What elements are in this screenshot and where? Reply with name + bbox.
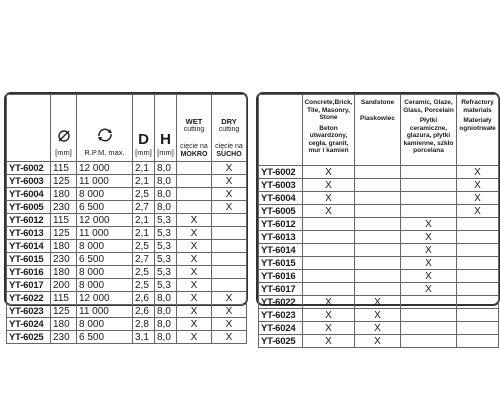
cell-refractory: X [457,205,499,218]
table-row [259,205,499,218]
cell-code: YT-6012 [259,218,303,231]
d-unit: [mm] [135,148,152,157]
header-h [155,95,177,162]
cell-concrete: X [303,166,355,179]
cell-code: YT-6022 [259,296,303,309]
table-row [259,257,499,270]
cell-concrete [303,283,355,296]
cell-wet: X [177,279,212,292]
cell-d: 2,1 [133,162,155,175]
cell-diameter: 180 [51,318,77,331]
table-row [259,322,499,335]
dry-pl-2: SUCHO [216,151,242,158]
cell-code: YT-6003 [7,175,51,188]
cell-diameter: 230 [51,201,77,214]
cell-diameter: 125 [51,305,77,318]
cell-h: 8,0 [155,175,177,188]
cell-code: YT-6014 [259,244,303,257]
cell-code: YT-6023 [7,305,51,318]
table-row [7,318,247,331]
table-row [7,305,247,318]
h-symbol: H [160,131,171,148]
cell-diameter: 125 [51,175,77,188]
cell-concrete [303,218,355,231]
header-code-blank [7,95,51,162]
cell-concrete: X [303,335,355,348]
cell-code: YT-6005 [259,205,303,218]
cell-code: YT-6004 [7,188,51,201]
cell-wet: X [177,331,212,344]
cell-h: 5,3 [155,279,177,292]
cell-concrete: X [303,205,355,218]
table-row [259,166,499,179]
cell-rpm: 6 500 [77,253,133,266]
cell-concrete [303,257,355,270]
table-row [259,244,499,257]
cell-rpm: 12 000 [77,292,133,305]
cell-rpm: 6 500 [77,201,133,214]
sandstone-en: Sandstone [360,99,395,106]
cell-refractory [457,309,499,322]
cell-wet [177,188,212,201]
cell-ceramic: X [401,257,457,270]
header-rpm [77,95,133,162]
cell-diameter: 180 [51,240,77,253]
cell-d: 2,1 [133,175,155,188]
cell-concrete: X [303,309,355,322]
cell-diameter: 115 [51,292,77,305]
header-wet [177,95,212,162]
cell-ceramic [401,205,457,218]
cell-dry: X [212,188,247,201]
cell-dry: X [212,175,247,188]
cell-diameter: 230 [51,253,77,266]
cell-concrete [303,231,355,244]
cell-ceramic [401,192,457,205]
cell-d: 2,8 [133,318,155,331]
cell-sandstone [355,231,401,244]
material-table-grid [258,94,499,348]
cell-wet: X [177,266,212,279]
cell-rpm: 12 000 [77,214,133,227]
diameter-icon [51,129,76,148]
cell-dry [212,279,247,292]
table-row [259,296,499,309]
concrete-pl: Beton utwardzony, cegła, granit, mur i kamień [308,124,349,154]
cell-wet: X [177,292,212,305]
wet-pl-2: MOKRO [180,151,208,158]
cell-h: 8,0 [155,331,177,344]
cell-ceramic [401,166,457,179]
cell-sandstone: X [355,309,401,322]
wet-sub: cutting [183,126,205,133]
cell-sandstone [355,244,401,257]
cell-diameter: 180 [51,188,77,201]
table-row [7,279,247,292]
cell-sandstone [355,257,401,270]
cell-h: 8,0 [155,162,177,175]
cell-sandstone [355,192,401,205]
dry-title: DRY [221,117,237,126]
cell-dry: X [212,162,247,175]
cell-ceramic [401,296,457,309]
cell-concrete: X [303,192,355,205]
cell-code: YT-6013 [259,231,303,244]
cell-sandstone: X [355,296,401,309]
spec-table [4,92,248,343]
cell-concrete: X [303,322,355,335]
cell-rpm: 11 000 [77,227,133,240]
wet-title: WET [185,117,203,126]
cell-concrete [303,270,355,283]
cell-code: YT-6013 [7,227,51,240]
cell-sandstone [355,179,401,192]
table-row [7,214,247,227]
diameter-unit: [mm] [55,148,72,157]
table-row [259,309,499,322]
cell-sandstone [355,270,401,283]
cell-dry [212,253,247,266]
table-row [7,162,247,175]
cell-concrete [303,244,355,257]
cell-d: 2,5 [133,240,155,253]
table-row [7,188,247,201]
cell-diameter: 115 [51,214,77,227]
cell-wet [177,162,212,175]
cell-ceramic: X [401,270,457,283]
table-row [7,292,247,305]
table-row [259,218,499,231]
rpm-label: R.P.M. max. [84,148,125,157]
cell-d: 2,1 [133,214,155,227]
cell-dry [212,240,247,253]
header-dry [212,95,247,162]
wet-pl-1: cięcie na [180,143,208,150]
h-unit: [mm] [157,148,174,157]
table-row [7,240,247,253]
cell-code: YT-6023 [259,309,303,322]
cell-ceramic [401,179,457,192]
cell-wet: X [177,227,212,240]
cell-d: 3,1 [133,331,155,344]
cell-ceramic: X [401,244,457,257]
cell-diameter: 125 [51,227,77,240]
refractory-en: Refractory materials [461,99,494,114]
cell-dry: X [212,331,247,344]
cell-diameter: 200 [51,279,77,292]
cell-wet [177,201,212,214]
cell-rpm: 11 000 [77,175,133,188]
cell-code: YT-6004 [259,192,303,205]
cell-refractory [457,335,499,348]
cell-sandstone [355,218,401,231]
cell-code: YT-6022 [7,292,51,305]
cell-h: 5,3 [155,214,177,227]
table-row [259,179,499,192]
refractory-pl: Materiały ogniotrwałe [459,117,496,132]
cell-rpm: 6 500 [77,331,133,344]
cell-refractory [457,244,499,257]
cell-code: YT-6015 [259,257,303,270]
cell-h: 5,3 [155,240,177,253]
cell-wet: X [177,240,212,253]
cell-h: 8,0 [155,292,177,305]
cell-ceramic: X [401,283,457,296]
table-row [7,201,247,214]
table-row [7,175,247,188]
material-table [256,92,500,347]
ceramic-en: Ceramic, Glaze, Glass, Porcelain [403,99,454,114]
cell-code: YT-6024 [259,322,303,335]
cell-code: YT-6025 [259,335,303,348]
cell-sandstone [355,283,401,296]
cell-code: YT-6014 [7,240,51,253]
cell-wet: X [177,318,212,331]
header-d [133,95,155,162]
table-row [259,335,499,348]
cell-refractory [457,270,499,283]
cell-code: YT-6015 [7,253,51,266]
cell-h: 8,0 [155,201,177,214]
dry-pl-1: cięcie na [215,143,243,150]
cell-wet: X [177,253,212,266]
cell-rpm: 11 000 [77,305,133,318]
spec-table-header [7,95,247,162]
cell-dry [212,214,247,227]
cell-rpm: 8 000 [77,188,133,201]
cell-dry: X [212,305,247,318]
cell-ceramic [401,322,457,335]
cell-dry [212,227,247,240]
cell-d: 2,6 [133,305,155,318]
spec-table-body [7,162,247,344]
cell-dry: X [212,201,247,214]
cell-code: YT-6012 [7,214,51,227]
cell-refractory [457,218,499,231]
cell-sandstone: X [355,335,401,348]
spec-table-grid [6,94,247,344]
cell-sandstone [355,205,401,218]
header-code-blank [259,95,303,166]
table-row [7,266,247,279]
cell-ceramic: X [401,231,457,244]
cell-code: YT-6024 [7,318,51,331]
cell-sandstone: X [355,322,401,335]
cell-refractory [457,296,499,309]
cell-ceramic [401,309,457,322]
table-row [259,283,499,296]
cell-diameter: 180 [51,266,77,279]
rotation-icon [77,127,132,148]
cell-h: 5,3 [155,253,177,266]
table-row [7,253,247,266]
cell-wet [177,175,212,188]
cell-d: 2,6 [133,292,155,305]
header-diameter [51,95,77,162]
cell-concrete: X [303,296,355,309]
header-ceramic [401,95,457,166]
cell-h: 5,3 [155,227,177,240]
cell-diameter: 230 [51,331,77,344]
cell-sandstone [355,166,401,179]
dry-sub: cutting [218,126,240,133]
cell-d: 2,1 [133,227,155,240]
header-sandstone [355,95,401,166]
cell-d: 2,5 [133,188,155,201]
cell-code: YT-6002 [259,166,303,179]
cell-d: 2,7 [133,253,155,266]
cell-h: 8,0 [155,188,177,201]
cell-h: 8,0 [155,305,177,318]
ceramic-pl: Płytki ceramiczne, glazura, płytki kamienne, szkło porcelana [403,117,454,154]
cell-rpm: 8 000 [77,240,133,253]
cell-rpm: 8 000 [77,318,133,331]
cell-ceramic [401,335,457,348]
cell-ceramic: X [401,218,457,231]
cell-code: YT-6017 [259,283,303,296]
cell-dry [212,266,247,279]
cell-refractory: X [457,166,499,179]
cell-code: YT-6016 [7,266,51,279]
cell-concrete: X [303,179,355,192]
cell-code: YT-6016 [259,270,303,283]
cell-refractory [457,231,499,244]
table-row [259,192,499,205]
sandstone-pl: Piaskowiec [359,114,396,122]
cell-refractory: X [457,192,499,205]
cell-refractory: X [457,179,499,192]
cell-rpm: 8 000 [77,266,133,279]
cell-wet: X [177,305,212,318]
header-concrete [303,95,355,166]
concrete-en: Concrete,Brick, Tile, Masonry, Stone [304,99,353,121]
table-row [259,231,499,244]
cell-dry: X [212,292,247,305]
table-row [259,270,499,283]
material-table-body [259,166,499,348]
cell-code: YT-6017 [7,279,51,292]
material-table-header [259,95,499,166]
cell-rpm: 8 000 [77,279,133,292]
cell-refractory [457,322,499,335]
cell-refractory [457,257,499,270]
cell-d: 2,5 [133,279,155,292]
cell-rpm: 12 000 [77,162,133,175]
cell-code: YT-6005 [7,201,51,214]
d-symbol: D [138,131,149,148]
cell-dry: X [212,318,247,331]
cell-d: 2,7 [133,201,155,214]
cell-code: YT-6025 [7,331,51,344]
cell-refractory [457,283,499,296]
cell-wet: X [177,214,212,227]
cell-d: 2,5 [133,266,155,279]
cell-code: YT-6003 [259,179,303,192]
cell-h: 5,3 [155,266,177,279]
table-row [7,227,247,240]
cell-code: YT-6002 [7,162,51,175]
table-row [7,331,247,344]
header-refractory [457,95,499,166]
cell-h: 8,0 [155,318,177,331]
cell-diameter: 115 [51,162,77,175]
